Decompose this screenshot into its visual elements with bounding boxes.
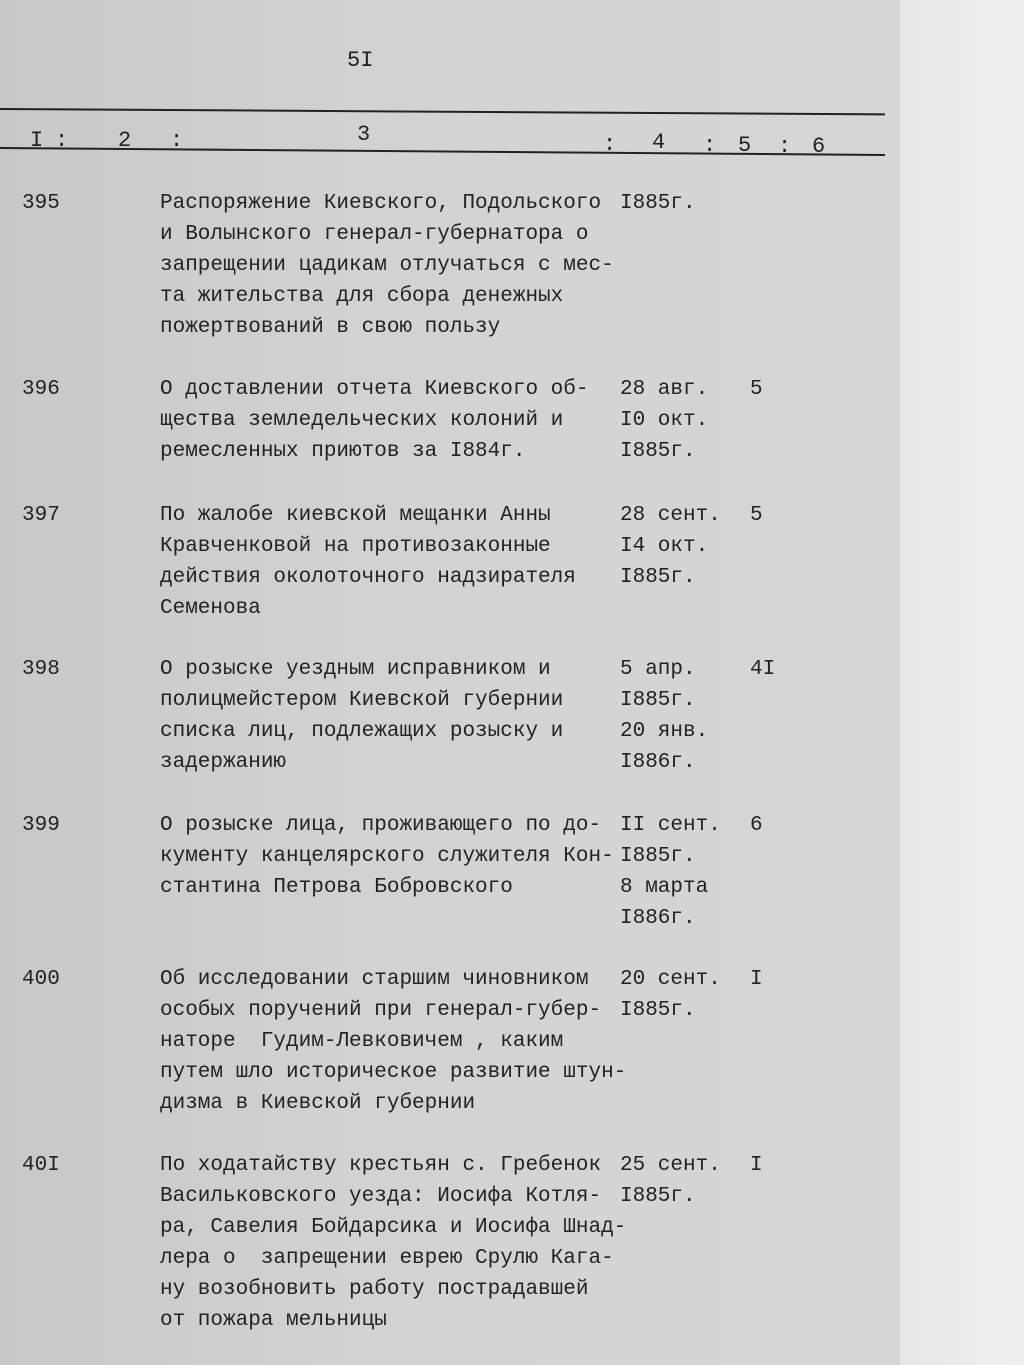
separator: : <box>170 128 184 153</box>
date-line: 28 сент. <box>620 504 721 527</box>
column-header-2: 2 <box>118 128 132 153</box>
column-header-6: 6 <box>812 134 826 159</box>
entry-number: 395 <box>22 192 60 215</box>
entry-sheet-count: 6 <box>750 814 763 837</box>
entry-dates <box>620 188 740 219</box>
description-line: стантина Петрова Бобровского <box>160 876 513 899</box>
date-line: 28 авг. <box>620 378 709 401</box>
description-line: кументу канцелярского служителя Кон- <box>160 845 614 868</box>
separator: : <box>55 128 69 153</box>
entry-description <box>160 500 620 624</box>
entry-sheet-count: 4I <box>750 658 776 681</box>
date-line: 25 сент. <box>620 1154 721 1177</box>
description-line: О розыске уездным исправником и <box>160 658 551 681</box>
date-line: I885г. <box>620 192 696 215</box>
entry-description <box>160 374 620 467</box>
date-line: I886г. <box>620 751 696 774</box>
description-line: задержанию <box>160 751 287 774</box>
separator: : <box>703 133 717 158</box>
description-line: Васильковского уезда: Иосифа Котля- <box>160 1185 602 1208</box>
column-header-4: 4 <box>652 130 666 155</box>
description-line: Семенова <box>160 597 261 620</box>
date-line: I885г. <box>620 440 696 463</box>
column-header-3: 3 <box>357 122 371 147</box>
background-paper <box>900 0 1024 1365</box>
entry-number: 400 <box>22 968 60 991</box>
description-line: ну возобновить работу пострадавшей <box>160 1278 589 1301</box>
description-line: ра, Савелия Бойдарсика и Иосифа Шнад- <box>160 1216 627 1239</box>
entry-description <box>160 654 620 778</box>
description-line: О розыске лица, проживающего по до- <box>160 814 602 837</box>
entry-sheet-count: I <box>750 1154 763 1177</box>
entry-dates <box>620 810 740 934</box>
separator: : <box>778 134 792 159</box>
date-line: I885г. <box>620 566 696 589</box>
entry-number: 398 <box>22 658 60 681</box>
description-line: По ходатайству крестьян с. Гребенок <box>160 1154 602 1177</box>
description-line: О доставлении отчета Киевского об- <box>160 378 589 401</box>
date-line: I885г. <box>620 1185 696 1208</box>
date-line: I885г. <box>620 845 696 868</box>
entry-number: 399 <box>22 814 60 837</box>
description-line: наторе Гудим-Левковичем , каким <box>160 1030 564 1053</box>
date-line: I885г. <box>620 999 696 1022</box>
date-line: 5 апр. <box>620 658 696 681</box>
description-line: ремесленных приютов за I884г. <box>160 440 526 463</box>
entry-number: 40I <box>22 1154 60 1177</box>
entry-sheet-count: I <box>750 968 763 991</box>
date-line: 20 янв. <box>620 720 709 743</box>
description-line: действия околоточного надзирателя <box>160 566 576 589</box>
description-line: щества земледельческих колоний и <box>160 409 564 432</box>
entry-dates <box>620 500 740 593</box>
description-line: путем шло историческое развитие штун- <box>160 1061 627 1084</box>
date-line: I885г. <box>620 689 696 712</box>
date-line: II сент. <box>620 814 721 837</box>
date-line: 20 сент. <box>620 968 721 991</box>
entry-dates <box>620 1150 740 1212</box>
entry-description <box>160 188 620 343</box>
column-header-1: I <box>30 128 44 153</box>
description-line: особых поручений при генерал-губер- <box>160 999 602 1022</box>
column-header-5: 5 <box>738 133 752 158</box>
entry-description <box>160 1150 627 1336</box>
description-line: полицмейстером Киевской губернии <box>160 689 564 712</box>
separator: : <box>603 132 617 157</box>
entry-number: 397 <box>22 504 60 527</box>
entry-description <box>160 810 620 903</box>
date-line: I886г. <box>620 907 696 930</box>
description-line: от пожара мельницы <box>160 1309 387 1332</box>
date-line: I4 окт. <box>620 535 709 558</box>
description-line: и Волынского генерал-губернатора о <box>160 223 589 246</box>
date-line: 8 марта <box>620 876 709 899</box>
entry-number: 396 <box>22 378 60 401</box>
date-line: I0 окт. <box>620 409 709 432</box>
entry-sheet-count: 5 <box>750 504 763 527</box>
description-line: дизма в Киевской губернии <box>160 1092 476 1115</box>
page-number: 5I <box>347 48 374 73</box>
entry-dates <box>620 374 740 467</box>
description-line: запрещении цадикам отлучаться с мес- <box>160 254 614 277</box>
description-line: пожертвований в свою пользу <box>160 316 501 339</box>
description-line: списка лиц, подлежащих розыску и <box>160 720 564 743</box>
description-line: лера о запрещении еврею Срулю Кага- <box>160 1247 614 1270</box>
entry-sheet-count: 5 <box>750 378 763 401</box>
entry-description <box>160 964 627 1119</box>
description-line: По жалобе киевской мещанки Анны <box>160 504 551 527</box>
entry-dates <box>620 654 740 778</box>
description-line: та жительства для сбора денежных <box>160 285 564 308</box>
description-line: Распоряжение Киевского, Подольского <box>160 192 602 215</box>
entry-dates <box>620 964 740 1026</box>
description-line: Об исследовании старшим чиновником <box>160 968 589 991</box>
description-line: Кравченковой на противозаконные <box>160 535 551 558</box>
